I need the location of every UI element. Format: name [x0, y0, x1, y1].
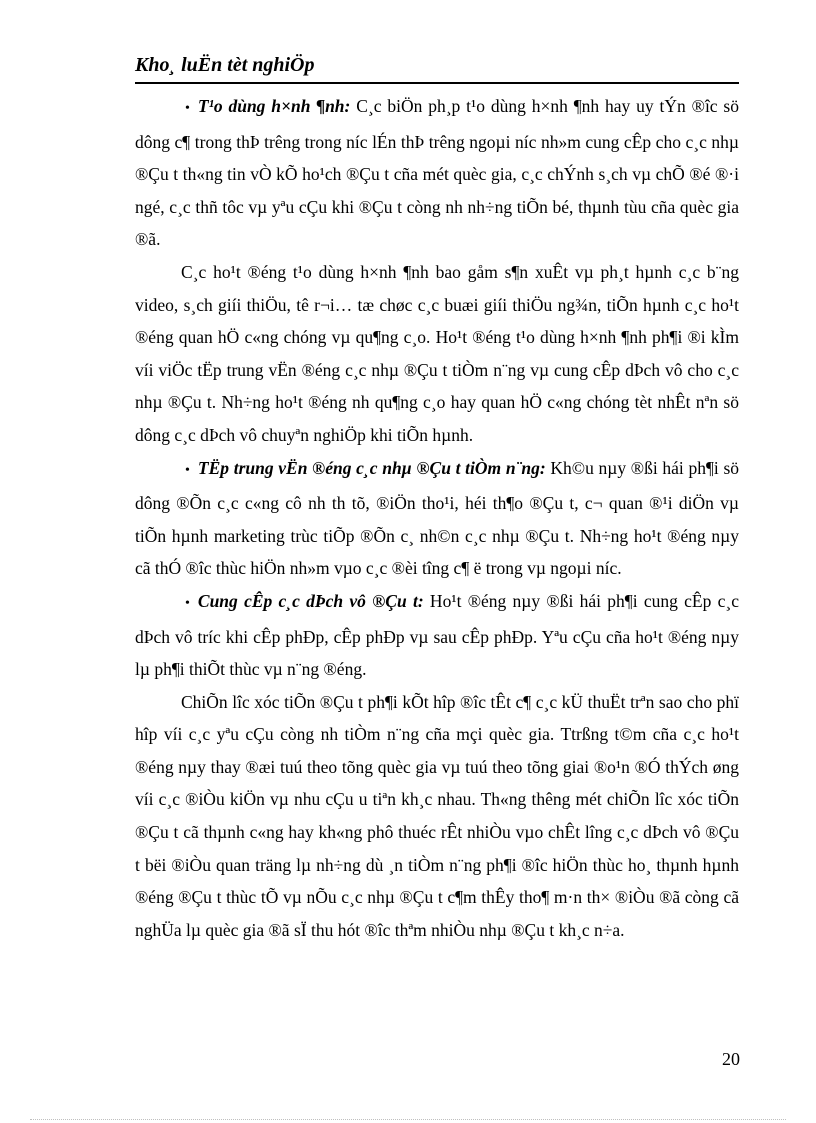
page-number: 20 [722, 1049, 740, 1069]
paragraph-lead: TËp trung vËn ®éng c¸c nhµ ®Çu t tiÒm n¨ng: [197, 457, 546, 478]
header-rule [135, 82, 739, 84]
paragraph-text: Ho¹t ®éng nµy ®ßi hái ph¶i cung cÊp c¸c dÞch vô tríc khi cÊp phÐp, cÊp phÐp vµ sau cÊp phÐp. Yªu cÇu cña ho¹t ®éng nµy lµ ph¶i thiÕt thùc vµ n¨ng ®éng. [135, 590, 739, 680]
paragraph-text: Kh©u nµy ®ßi hái ph¶i sö dông ®Õn c¸c c«ng cô nh th tõ, ®iÖn tho¹i, héi th¶o ®Çu t, c¬ quan ®¹i diÖn vµ tiÕn hµnh marketing trùc tiÕp ®Õn c¸ nh©n c¸c nhµ ®Çu t. Nh÷ng ho¹t ®éng nµy cã thÓ ®îc thùc hiÖn nh»m vµo c¸c ®èi tîng c¶ ë trong vµ ngoµi níc. [135, 457, 740, 579]
paragraph-text: C¸c biÖn ph¸p t¹o dùng h×nh ¶nh hay uy tÝn ®îc sö dông c¶ trong thÞ trêng trong níc lÉn thÞ trêng ngoµi níc nh»m cung cÊp cho c¸c nhµ ®Çu t th«ng tin vÒ kÕ ho¹ch ®Çu t cña mét quèc gia, c¸c chÝnh s¸ch vµ chÕ ®é ®·i ngé, c¸c thñ tôc vµ yªu cÇu khi ®Çu t còng nh nh÷ng tiÕn bé, thµnh tùu cña quèc gia ®ã. [135, 96, 739, 250]
paragraph-lead: T¹o dùng h×nh ¶nh: [197, 96, 351, 116]
body-text [135, 90, 739, 946]
paragraph-image-building [135, 90, 739, 256]
paragraph-lead: Cung cÊp c¸c dÞch vô ®Çu t: [197, 590, 424, 611]
paragraph-investment-services [135, 585, 739, 686]
paragraph-promotion-strategy: ChiÕn lîc xóc tiÕn ®Çu t ph¶i kÕt hîp ®îc tÊt c¶ c¸c kÜ thuËt trªn sao cho phï hîp víi c¸c yªu cÇu còng nh tiÒm n¨ng cña mçi quèc gia. Ttrßng t©m cña c¸c ho¹t ®éng nµy thay ®æi tuú theo tõng quèc gia vµ tuú theo tõng giai ®o¹n ®Ó thÝch øng víi c¸c ®iÒu kiÖn vµ nhu cÇu u tiªn kh¸c nhau. Th«ng thêng mét chiÕn lîc xóc tiÕn ®Çu t cã thµnh c«ng hay kh«ng phô thuéc rÊt nhiÒu vµo chÊt lîng c¸c dÞch vô ®Çu t bëi ®iÒu quan träng lµ nh÷ng dù ¸n tiÒm n¨ng ph¶i ®îc hiÖn thùc ho¸ thµnh hµnh ®éng ®Çu t thùc tÕ vµ nÕu c¸c nhµ ®Çu t c¶m thÊy tho¶ m·n th× ®iÒu ®ã còng cã nghÜa lµ quèc gia ®ã sÏ thu hót ®îc thªm nhiÒu nhµ ®Çu t kh¸c n÷a. [135, 691, 739, 940]
paragraph-investor-targeting [135, 452, 739, 585]
page-bottom-border [30, 1119, 786, 1120]
running-header-title: Kho¸ luËn tèt nghiÖp [135, 54, 315, 76]
bullet-icon: • [185, 595, 190, 611]
paragraph-image-activities: C¸c ho¹t ®éng t¹o dùng h×nh ¶nh bao gåm s¶n xuÊt vµ ph¸t hµnh c¸c b¨ng video, s¸ch giíi thiÖu, tê r¬i… tæ chøc c¸c buæi giíi thiÖu ng¾n, tiÕn hµnh c¸c ho¹t ®éng quan hÖ c«ng chóng vµ qu¶ng c¸o. Ho¹t ®éng t¹o dùng h×nh ¶nh ph¶i ®i kÌm víi viÖc tËp trung vËn ®éng c¸c nhµ ®Çu t tiÒm n¨ng vµ cung cÊp dÞch vô cho c¸c nhµ ®Çu t. Nh÷ng ho¹t ®éng nh qu¶ng c¸o hay quan hÖ c«ng chóng tèt nhÊt nªn sö dông c¸c dÞch vô chuyªn nghiÖp khi tiÕn hµnh. [135, 261, 739, 445]
bullet-icon: • [185, 101, 190, 116]
bullet-icon: • [185, 462, 190, 478]
